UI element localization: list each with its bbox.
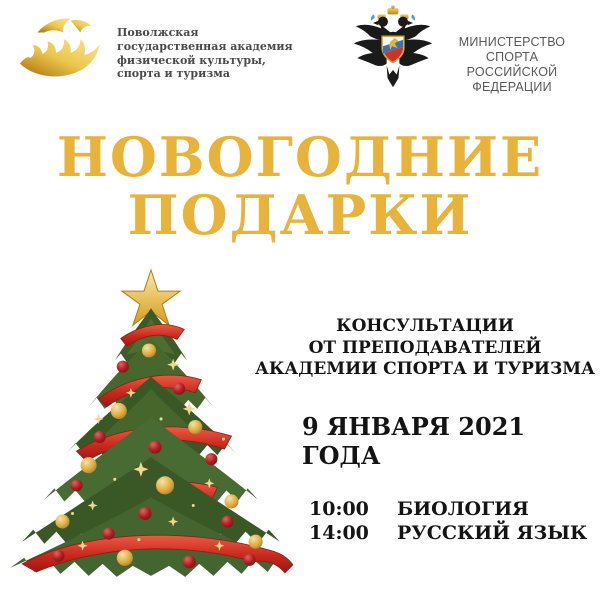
academy-name-line: Поволжская — [117, 26, 199, 39]
double-headed-eagle-icon — [352, 81, 434, 100]
academy-name-line: государственная академия — [117, 39, 293, 53]
event-description-line: ОТ ПРЕПОДАВАТЕЛЕЙ — [308, 337, 542, 358]
laurel-wreath-icon — [14, 72, 102, 91]
academy-name — [117, 26, 297, 81]
schedule-time: 14:00 — [309, 521, 369, 544]
event-date: 9 ЯНВАРЯ 2021 ГОДА — [302, 411, 526, 470]
christmas-tree-icon — [2, 575, 304, 594]
ministry-name-line: МИНИСТЕРСТВО СПОРТА — [458, 35, 566, 64]
schedule-time: 10:00 — [309, 497, 369, 520]
page-title-line1: НОВОГОДНИЕ — [56, 125, 544, 189]
page-title — [0, 125, 600, 247]
event-description-line: АКАДЕМИИ СПОРТА И ТУРИЗМА — [255, 359, 595, 379]
event-schedule — [252, 497, 598, 545]
schedule-row — [309, 497, 598, 521]
event-info — [252, 316, 598, 545]
ministry-emblem — [352, 2, 434, 96]
page-title-line2: ПОДАРКИ — [127, 183, 473, 247]
event-description — [252, 316, 598, 381]
schedule-row — [309, 521, 598, 545]
header-academy-logo — [14, 13, 102, 87]
schedule-subject: БИОЛОГИЯ — [397, 497, 529, 520]
event-description-line: КОНСУЛЬТАЦИИ — [336, 316, 514, 336]
schedule-subject: РУССКИЙ ЯЗЫК — [397, 521, 588, 544]
ministry-name-line: РОССИЙСКОЙ ФЕДЕРАЦИИ — [466, 65, 558, 94]
academy-name-line: спорта и туризма — [117, 67, 230, 81]
academy-name-line: физической культуры, — [117, 53, 266, 67]
ministry-name — [432, 35, 592, 95]
